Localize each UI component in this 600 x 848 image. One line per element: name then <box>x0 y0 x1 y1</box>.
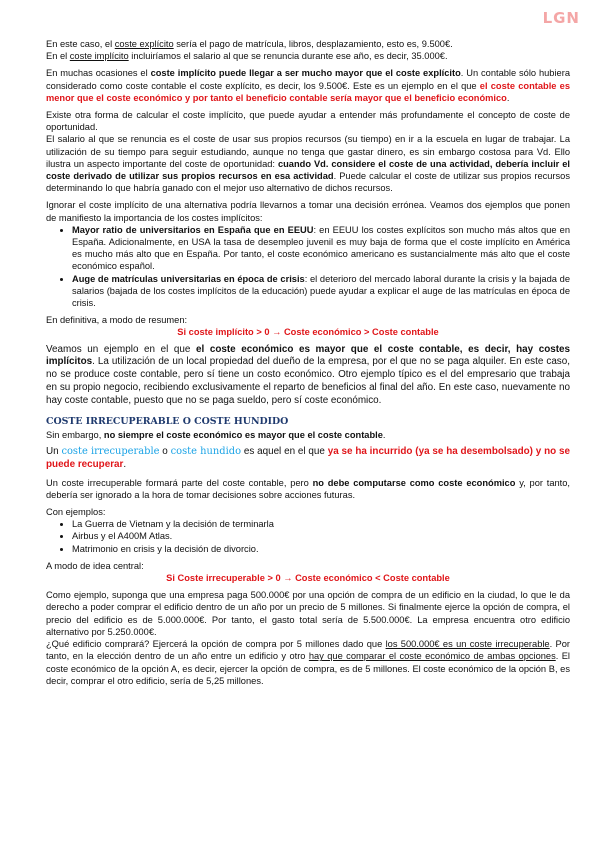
section-title: COSTE IRRECUPERABLE O COSTE HUNDIDO <box>46 415 289 427</box>
text: : en EEUU los costes explícitos son mucho más altos que en España. Adicionalmente, en USA la tasa de desempleo juvenil es muy baja de forma que el coste implícito en América es mucho más alto que en España. Por tanto, el coste económico americano es sustancialmente más alto que el coste económico español. <box>72 224 570 272</box>
text: : el deterioro del mercado laboral durante la crisis y la bajada de salarios (bajada de los costes implícitos de la educación) puede ayudar a explicar el auge de las matrículas en época de crisis. <box>72 273 570 309</box>
list-item: • Airbus y el A400M Atlas. <box>72 530 570 542</box>
bullet-list-examples <box>46 224 570 309</box>
list-item <box>72 273 570 310</box>
summary-formula: Si Coste irrecuperable > 0 → Coste económico < Coste contable <box>166 573 450 584</box>
text: sería el pago de matrícula, libros, desplazamiento, esto es, 9.500€. <box>173 39 453 49</box>
paragraph-building-decision <box>46 638 570 687</box>
term-highlight: coste hundido <box>170 446 242 458</box>
text: . <box>382 429 386 440</box>
bold-text: el coste económico es mayor que el coste contable, es decir, hay costes implícitos <box>46 343 571 368</box>
paragraph-building-example: Como ejemplo, suponga que una empresa paga 500.000€ por una opción de compra de un edificio en la ciudad, lo que le da derecho a poder comprar el edificio dentro de un año por un precio de 5 millones. Si finalmente ejerce la opción de compra, el precio del edificio es de 5.000.000€. Por tanto, el gasto total sería de 5.500.000€. La empresa encuentra otro edificio alternativo por 5.250.000€. <box>46 590 570 637</box>
text: ¿Qué edificio comprará? Ejercerá la opción de compra por 5 millones dado que <box>46 639 386 650</box>
highlight-text: el coste contable es menor que el coste económico y por tanto el beneficio contable sería mayor que el beneficio económico <box>46 80 570 103</box>
list-item: • Matrimonio en crisis y la decisión de divorcio. <box>72 543 570 555</box>
text: En muchas ocasiones el <box>46 68 151 79</box>
intro-line-explicit <box>46 38 570 50</box>
underlined-term: hay que comparar el coste económico de ambas opciones <box>308 651 556 662</box>
paragraph-implicit-example <box>46 344 570 408</box>
text: Veamos un ejemplo en el que <box>46 343 196 355</box>
bold-text: Auge de matrículas universitarias en época de crisis <box>72 273 305 284</box>
text: . <box>123 458 127 470</box>
highlight-text: ya se ha incurrido (ya se ha desembolsado) y no se puede recuperar <box>46 446 570 470</box>
text: El salario al que se renuncia es el coste de usar sus propios recursos (su tiempo) en ir a la escuela en lugar de trabajar. La utilización de su tiempo para seguir estudiando, aunque no tenga que gastar dinero, es sin embargo costosa para Vd. Ello ilustra un aspecto importante del coste de oportunidad: <box>46 134 570 169</box>
text: o <box>159 446 171 458</box>
underlined-term: los 500.000€ es un coste irrecuperable <box>385 639 550 650</box>
paragraph-opportunity-cost-intro: Existe otra forma de calcular el coste implícito, que puede ayudar a entender más profundamente el concepto de coste de oportunidad. <box>46 110 570 133</box>
paragraph-sunk-intro <box>46 429 570 441</box>
text: . Puede calcular el coste de utilizar sus propios recursos determinando lo que habría ganado con el mejor uso alternativo de dichos recursos. <box>46 171 570 194</box>
bullet-list-sunk-examples <box>46 518 570 555</box>
summary-formula: Si coste implícito > 0 → Coste económico > Coste contable <box>177 327 439 338</box>
text: En este caso, el <box>46 39 115 49</box>
text: Un coste irrecuperable formará parte del coste contable, pero <box>46 477 313 488</box>
text: incluiríamos el salario al que se renuncia durante ese año, es decir, 35.000€. <box>128 51 448 62</box>
text: . <box>506 92 510 103</box>
text: . El coste económico de la opción A, es decir, ejercer la opción de compra, es de 5 millones. El coste económico de la opción B, es decir, comprar el otro edificio, sería de 5,25 millones. <box>46 651 570 686</box>
bold-text: cuando Vd. considere el coste de una actividad, debería incluir el coste derivado de utilizar sus propios recursos en esa actividad <box>46 158 570 182</box>
text: . La utilización de un local propiedad del dueño de la empresa, por el que no se paga alquiler. En este caso, no se produce coste contable, pero sí tiene un costo económico. Otro ejemplo típico es el del empresario que trabaja en su propio negocio, recibiendo exclusivamente el reparto de beneficios al final del año. En este caso, nuevamente no hay coste contable, puesto que no se paga sueldo, pero sí coste económico. <box>46 356 570 406</box>
intro-line-implicit <box>46 50 570 62</box>
list-item <box>72 224 570 273</box>
examples-label: Con ejemplos: <box>46 507 106 518</box>
bold-text: Mayor ratio de universitarios en España que en EEUU <box>72 224 314 235</box>
summary-label: A modo de idea central: <box>46 560 144 571</box>
summary-label: En definitiva, a modo de resumen: <box>46 315 188 326</box>
list-item: • La Guerra de Vietnam y la decisión de terminarla <box>72 518 570 530</box>
paragraph-sunk-accounting <box>46 477 570 501</box>
paragraph-opportunity-cost <box>46 133 570 194</box>
text: En el <box>46 51 70 62</box>
text: . Un contable sólo hubiera considerado como coste contable el coste explícito, es decir, los 9.500€. Este es un ejemplo en el que <box>46 68 570 91</box>
underlined-term: coste explícito <box>114 39 174 49</box>
text: Un <box>46 446 62 458</box>
text: es aquel en el que <box>241 446 328 458</box>
paragraph-implicit-vs-explicit <box>46 67 570 104</box>
bold-text: coste implícito puede llegar a ser mucho mayor que el coste explícito <box>150 68 461 79</box>
paragraph-sunk-definition <box>46 446 570 472</box>
bold-text: no siempre el coste económico es mayor que el coste contable <box>103 429 383 440</box>
text: Sin embargo, <box>46 429 104 440</box>
text: y, por tanto, debería ser ignorado a la hora de tomar decisiones sobre acciones futuras. <box>46 477 571 500</box>
term-highlight: coste irrecuperable <box>61 446 160 458</box>
logo: LGN <box>542 9 580 27</box>
bold-text: no debe computarse como coste económico <box>312 477 516 488</box>
underlined-term: coste implícito <box>69 51 129 62</box>
text: . Por tanto, en la elección dentro de un año entre un edificio y otro <box>46 639 571 662</box>
paragraph-examples-intro: Ignorar el coste implícito de una alternativa podría llevarnos a tomar una decisión errónea. Veamos dos ejemplos que ponen de manifiesto la importancia de los costes implícitos: <box>46 200 570 223</box>
document-page <box>46 38 570 692</box>
